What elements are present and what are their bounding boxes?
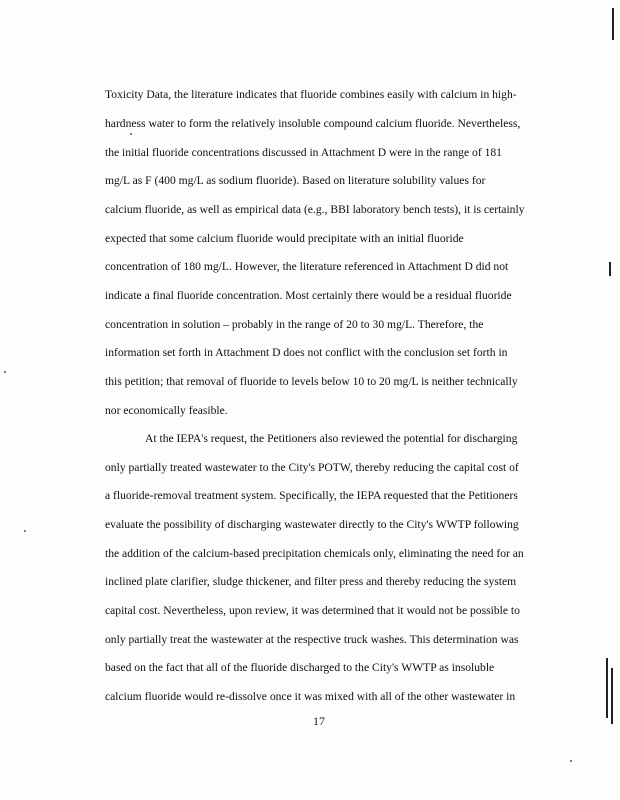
text-line: capital cost. Nevertheless, upon review, it was determined that it would not be possible to	[105, 604, 520, 617]
text-line: mg/L as F (400 mg/L as sodium fluoride). Based on literature solubility values for	[105, 174, 486, 187]
text-line: concentration of 180 mg/L. However, the literature referenced in Attachment D did not	[105, 260, 509, 273]
text-line: only partially treated wastewater to the City's POTW, thereby reducing the capital cost of	[105, 461, 519, 474]
margin-mark	[611, 668, 613, 724]
text-line: information set forth in Attachment D does not conflict with the conclusion set forth in	[105, 346, 508, 359]
text-line: nor economically feasible.	[105, 404, 228, 417]
text-line: indicate a final fluoride concentration. Most certainly there would be a residual fluoride	[105, 289, 512, 302]
scan-speck	[570, 760, 572, 762]
margin-mark	[609, 262, 611, 276]
text-line: concentration in solution – probably in the range of 20 to 30 mg/L. Therefore, the	[105, 318, 484, 331]
text-line: Toxicity Data, the literature indicates that fluoride combines easily with calcium in high-	[105, 88, 517, 101]
text-line: hardness water to form the relatively insoluble compound calcium fluoride. Nevertheless,	[105, 117, 521, 130]
scan-speck	[130, 133, 132, 135]
text-line: calcium fluoride would re-dissolve once it was mixed with all of the other wastewater in	[105, 690, 516, 703]
text-line: inclined plate clarifier, sludge thickener, and filter press and thereby reducing the system	[105, 575, 517, 588]
text-line: evaluate the possibility of discharging wastewater directly to the City's WWTP following	[105, 518, 519, 531]
text-line: a fluoride-removal treatment system. Specifically, the IEPA requested that the Petitioners	[105, 489, 518, 502]
page-number: 17	[313, 714, 325, 728]
scan-speck	[4, 371, 6, 373]
text-line: expected that some calcium fluoride would precipitate with an initial fluoride	[105, 232, 464, 245]
text-line: based on the fact that all of the fluoride discharged to the City's WWTP as insoluble	[105, 661, 495, 674]
text-line: only partially treat the wastewater at the respective truck washes. This determination was	[105, 633, 519, 646]
margin-mark	[606, 658, 608, 718]
paragraph-first-line: At the IEPA's request, the Petitioners also reviewed the potential for discharging	[145, 432, 518, 445]
margin-mark	[612, 8, 614, 40]
text-line: this petition; that removal of fluoride to levels below 10 to 20 mg/L is neither technically	[105, 375, 518, 388]
text-line: the addition of the calcium-based precipitation chemicals only, eliminating the need for an	[105, 547, 524, 560]
text-line: the initial fluoride concentrations discussed in Attachment D were in the range of 181	[105, 146, 502, 159]
scan-speck	[24, 530, 26, 532]
text-line: calcium fluoride, as well as empirical data (e.g., BBI laboratory bench tests), it is certainly	[105, 203, 525, 216]
